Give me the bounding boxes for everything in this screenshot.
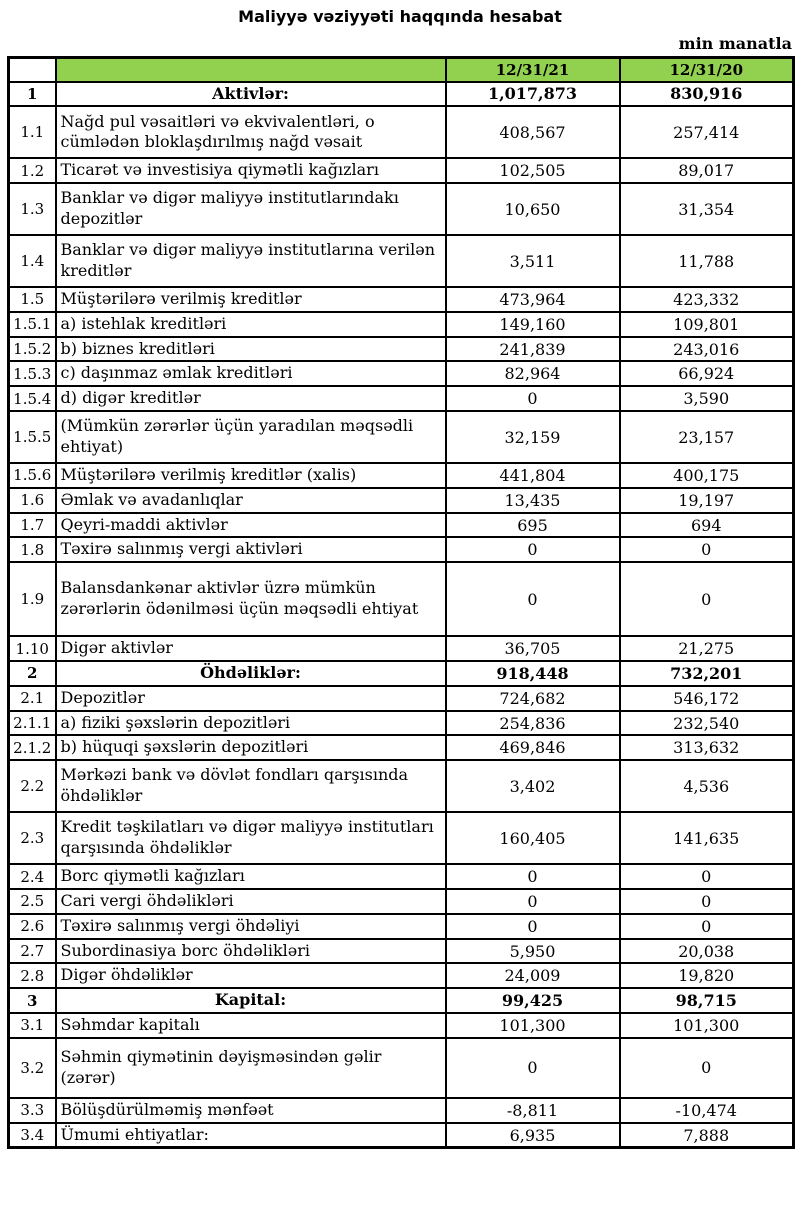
table-row [9, 711, 794, 736]
value-2021-cell: 241,839 [446, 337, 620, 362]
row-number-cell: 2.7 [9, 939, 56, 964]
row-number-cell: 1.5.1 [9, 312, 56, 337]
table-row [9, 82, 794, 107]
value-2020-cell: 109,801 [620, 312, 794, 337]
value-2021-cell: 724,682 [446, 686, 620, 711]
row-number-cell: 2.2 [9, 760, 56, 812]
row-number-cell: 2 [9, 661, 56, 686]
row-number-cell: 1.5.5 [9, 411, 56, 463]
table-row [9, 106, 794, 158]
row-label-cell: Subordinasiya borc öhdəlikləri [56, 939, 446, 964]
row-label-cell: Borc qiymətli kağızları [56, 864, 446, 889]
value-2020-cell: 7,888 [620, 1123, 794, 1148]
row-label-cell: Ticarət və investisiya qiymətli kağızları [56, 158, 446, 183]
value-2020-cell: 232,540 [620, 711, 794, 736]
table-row [9, 1038, 794, 1098]
row-number-cell: 3.3 [9, 1098, 56, 1123]
row-number-cell: 2.1 [9, 686, 56, 711]
row-number-cell: 1.4 [9, 235, 56, 287]
row-number-cell: 1.5 [9, 287, 56, 312]
value-2021-cell: 3,511 [446, 235, 620, 287]
row-label-cell: Digər öhdəliklər [56, 963, 446, 988]
value-2020-cell: 20,038 [620, 939, 794, 964]
value-2020-cell: 23,157 [620, 411, 794, 463]
value-2021-cell: 695 [446, 513, 620, 538]
table-row [9, 1013, 794, 1038]
table-row [9, 513, 794, 538]
value-2020-cell: 423,332 [620, 287, 794, 312]
value-2021-cell: 0 [446, 889, 620, 914]
value-2020-cell: 0 [620, 864, 794, 889]
value-2020-cell: 141,635 [620, 812, 794, 864]
row-number-cell: 3 [9, 988, 56, 1013]
table-row [9, 337, 794, 362]
table-row [9, 686, 794, 711]
row-number-cell: 1 [9, 82, 56, 107]
row-number-cell: 2.1.2 [9, 735, 56, 760]
value-2021-cell: 149,160 [446, 312, 620, 337]
row-label-cell: a) fiziki şəxslərin depozitləri [56, 711, 446, 736]
table-row [9, 463, 794, 488]
value-2020-cell: 101,300 [620, 1013, 794, 1038]
value-2021-cell: 0 [446, 1038, 620, 1098]
value-2020-cell: 546,172 [620, 686, 794, 711]
table-row [9, 636, 794, 661]
row-label-cell: Balansdankənar aktivlər üzrə mümkün zərərlərin ödənilməsi üçün məqsədli ehtiyat [56, 562, 446, 636]
row-label-cell: Banklar və digər maliyyə institutlarına verilən kreditlər [56, 235, 446, 287]
row-number-cell: 3.2 [9, 1038, 56, 1098]
row-number-cell: 2.1.1 [9, 711, 56, 736]
value-2020-cell: 313,632 [620, 735, 794, 760]
value-2021-cell: 24,009 [446, 963, 620, 988]
row-label-cell: c) daşınmaz əmlak kreditləri [56, 361, 446, 386]
value-2020-cell: 4,536 [620, 760, 794, 812]
row-number-cell: 1.5.4 [9, 386, 56, 411]
value-2020-cell: 257,414 [620, 106, 794, 158]
value-2020-cell: 19,197 [620, 488, 794, 513]
header-row-number-cell [9, 58, 56, 82]
value-2021-cell: 0 [446, 914, 620, 939]
row-number-cell: 1.9 [9, 562, 56, 636]
row-number-cell: 2.6 [9, 914, 56, 939]
row-label-cell: Banklar və digər maliyyə institutlarındakı depozitlər [56, 183, 446, 235]
row-label-cell: Səhmdar kapitalı [56, 1013, 446, 1038]
row-label-cell: Təxirə salınmış vergi aktivləri [56, 537, 446, 562]
table-row [9, 537, 794, 562]
row-label-cell: Nağd pul vəsaitləri və ekvivalentləri, o cümlədən bloklaşdırılmış nağd vəsait [56, 106, 446, 158]
row-label-cell: b) biznes kreditləri [56, 337, 446, 362]
value-2020-cell: 66,924 [620, 361, 794, 386]
row-number-cell: 3.1 [9, 1013, 56, 1038]
table-row [9, 988, 794, 1013]
row-label-cell: Səhmin qiymətinin dəyişməsindən gəlir (zərər) [56, 1038, 446, 1098]
table-row [9, 361, 794, 386]
row-label-cell: Aktivlər: [56, 82, 446, 107]
value-2020-cell: 19,820 [620, 963, 794, 988]
value-2021-cell: 101,300 [446, 1013, 620, 1038]
value-2021-cell: 82,964 [446, 361, 620, 386]
table-row [9, 1098, 794, 1123]
row-label-cell: Kapital: [56, 988, 446, 1013]
table-row [9, 411, 794, 463]
row-number-cell: 1.5.6 [9, 463, 56, 488]
table-row [9, 386, 794, 411]
row-number-cell: 1.6 [9, 488, 56, 513]
value-2020-cell: 11,788 [620, 235, 794, 287]
row-number-cell: 2.4 [9, 864, 56, 889]
row-label-cell: Kredit təşkilatları və digər maliyyə institutları qarşısında öhdəliklər [56, 812, 446, 864]
value-2020-cell: 0 [620, 562, 794, 636]
value-2021-cell: 473,964 [446, 287, 620, 312]
row-label-cell: Cari vergi öhdəlikləri [56, 889, 446, 914]
table-row [9, 963, 794, 988]
table-row [9, 562, 794, 636]
value-2021-cell: 160,405 [446, 812, 620, 864]
row-label-cell: Müştərilərə verilmiş kreditlər [56, 287, 446, 312]
value-2020-cell: 830,916 [620, 82, 794, 107]
table-row [9, 661, 794, 686]
value-2021-cell: 441,804 [446, 463, 620, 488]
value-2021-cell: 0 [446, 864, 620, 889]
row-number-cell: 1.2 [9, 158, 56, 183]
value-2020-cell: 31,354 [620, 183, 794, 235]
row-label-cell: Ümumi ehtiyatlar: [56, 1123, 446, 1148]
row-number-cell: 3.4 [9, 1123, 56, 1148]
value-2020-cell: 21,275 [620, 636, 794, 661]
value-2021-cell: 3,402 [446, 760, 620, 812]
row-label-cell: Öhdəliklər: [56, 661, 446, 686]
table-row [9, 158, 794, 183]
row-number-cell: 1.1 [9, 106, 56, 158]
table-row [9, 235, 794, 287]
value-2020-cell: 694 [620, 513, 794, 538]
table-row [9, 812, 794, 864]
table-row [9, 864, 794, 889]
value-2020-cell: 0 [620, 537, 794, 562]
value-2021-cell: 5,950 [446, 939, 620, 964]
table-row [9, 760, 794, 812]
row-number-cell: 1.3 [9, 183, 56, 235]
row-label-cell: Əmlak və avadanlıqlar [56, 488, 446, 513]
header-label-cell [56, 58, 446, 82]
value-2020-cell: 3,590 [620, 386, 794, 411]
row-label-cell: Depozitlər [56, 686, 446, 711]
value-2021-cell: -8,811 [446, 1098, 620, 1123]
row-number-cell: 1.8 [9, 537, 56, 562]
value-2021-cell: 408,567 [446, 106, 620, 158]
row-label-cell: d) digər kreditlər [56, 386, 446, 411]
table-row [9, 312, 794, 337]
table-row [9, 183, 794, 235]
row-number-cell: 1.5.2 [9, 337, 56, 362]
value-2021-cell: 0 [446, 537, 620, 562]
table-row [9, 939, 794, 964]
value-2021-cell: 102,505 [446, 158, 620, 183]
row-number-cell: 1.7 [9, 513, 56, 538]
row-number-cell: 2.8 [9, 963, 56, 988]
value-2021-cell: 918,448 [446, 661, 620, 686]
row-number-cell: 1.5.3 [9, 361, 56, 386]
row-label-cell: Digər aktivlər [56, 636, 446, 661]
header-date-2020: 12/31/20 [620, 58, 794, 82]
table-row [9, 889, 794, 914]
row-number-cell: 2.3 [9, 812, 56, 864]
table-row [9, 735, 794, 760]
value-2020-cell: 89,017 [620, 158, 794, 183]
value-2020-cell: 0 [620, 914, 794, 939]
table-row [9, 287, 794, 312]
value-2021-cell: 6,935 [446, 1123, 620, 1148]
value-2021-cell: 254,836 [446, 711, 620, 736]
header-date-2021: 12/31/21 [446, 58, 620, 82]
row-label-cell: a) istehlak kreditləri [56, 312, 446, 337]
value-2020-cell: -10,474 [620, 1098, 794, 1123]
row-label-cell: Bölüşdürülməmiş mənfəət [56, 1098, 446, 1123]
table-body [9, 82, 794, 1148]
unit-note: min manatla [678, 34, 792, 53]
table-row [9, 488, 794, 513]
page-title: Maliyyə vəziyyəti haqqında hesabat [238, 7, 562, 26]
row-label-cell: Müştərilərə verilmiş kreditlər (xalis) [56, 463, 446, 488]
table-row [9, 1123, 794, 1148]
row-label-cell: Mərkəzi bank və dövlət fondları qarşısında öhdəliklər [56, 760, 446, 812]
row-number-cell: 1.10 [9, 636, 56, 661]
value-2021-cell: 0 [446, 386, 620, 411]
value-2020-cell: 400,175 [620, 463, 794, 488]
row-label-cell: (Mümkün zərərlər üçün yaradılan məqsədli ehtiyat) [56, 411, 446, 463]
value-2020-cell: 0 [620, 1038, 794, 1098]
row-label-cell: Qeyri-maddi aktivlər [56, 513, 446, 538]
value-2021-cell: 99,425 [446, 988, 620, 1013]
row-label-cell: Təxirə salınmış vergi öhdəliyi [56, 914, 446, 939]
value-2021-cell: 13,435 [446, 488, 620, 513]
value-2021-cell: 32,159 [446, 411, 620, 463]
table-header-row [9, 58, 794, 82]
value-2020-cell: 732,201 [620, 661, 794, 686]
value-2021-cell: 1,017,873 [446, 82, 620, 107]
row-label-cell: b) hüquqi şəxslərin depozitləri [56, 735, 446, 760]
value-2020-cell: 0 [620, 889, 794, 914]
value-2020-cell: 243,016 [620, 337, 794, 362]
table-row [9, 914, 794, 939]
value-2021-cell: 36,705 [446, 636, 620, 661]
value-2021-cell: 0 [446, 562, 620, 636]
financial-position-table [7, 56, 795, 1149]
value-2021-cell: 10,650 [446, 183, 620, 235]
value-2020-cell: 98,715 [620, 988, 794, 1013]
value-2021-cell: 469,846 [446, 735, 620, 760]
row-number-cell: 2.5 [9, 889, 56, 914]
